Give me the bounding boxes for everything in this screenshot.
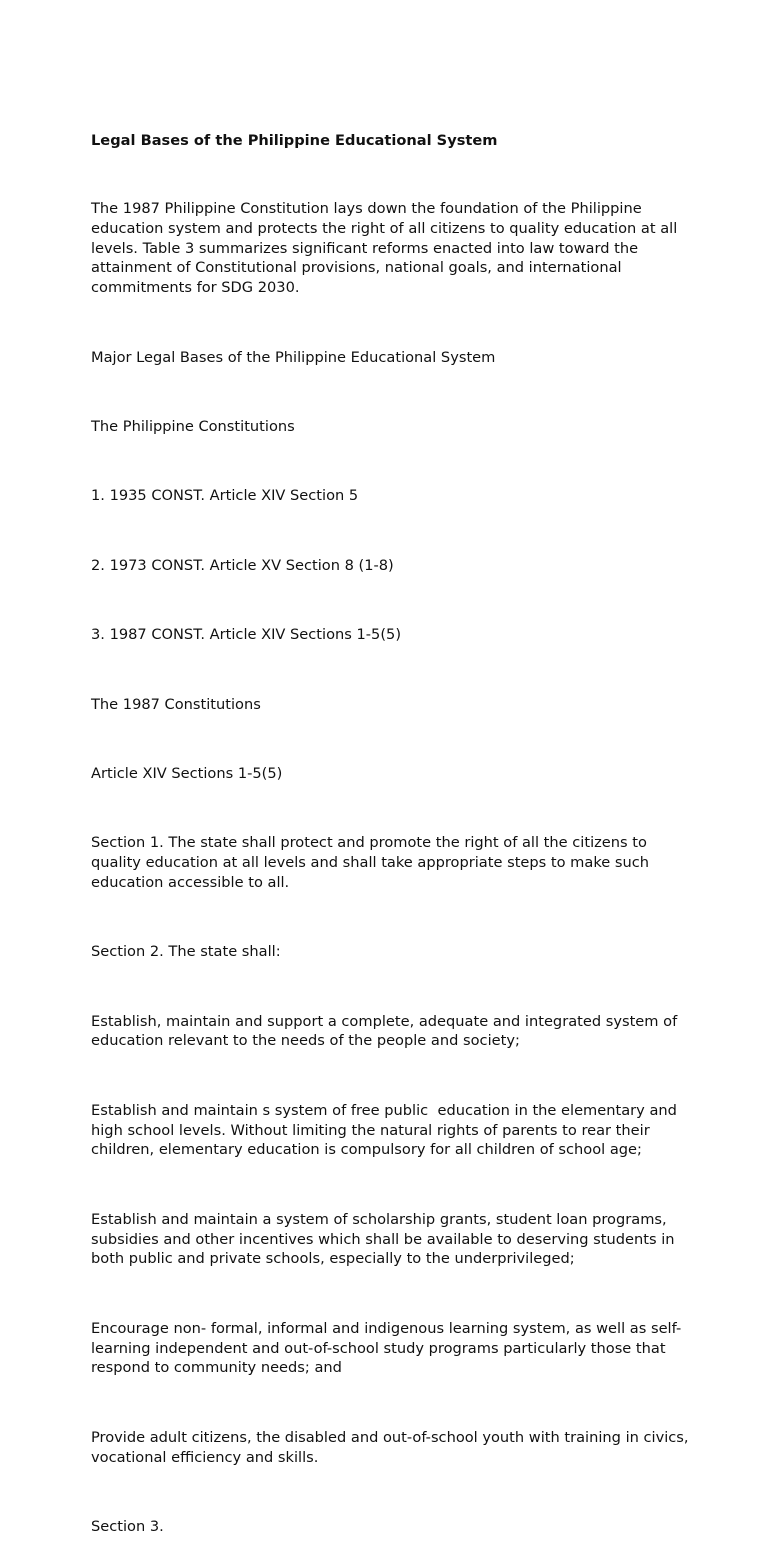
section-heading-constitutions: The Philippine Constitutions bbox=[91, 417, 295, 435]
document-page bbox=[91, 91, 694, 1567]
section-3-heading: Section 3. bbox=[91, 1518, 164, 1535]
section-2-item-non-formal-learning: Encourage non- formal, informal and indigenous learning system, as well as self- learning independent and out-of-school study programs particularly those that respond to community needs; and bbox=[91, 1319, 686, 1377]
section-heading-major-legal-bases: Major Legal Bases of the Philippine Educational System bbox=[91, 348, 496, 366]
list-item-1973-const: 2. 1973 CONST. Article XV Section 8 (1-8) bbox=[91, 556, 394, 574]
list-item-1935-const: 1. 1935 CONST. Article XIV Section 5 bbox=[91, 487, 359, 505]
section-2-heading: Section 2. The state shall: bbox=[91, 943, 281, 961]
section-2-item-integrated-system: Establish, maintain and support a complete, adequate and integrated system of education relevant to the needs of the people and society; bbox=[91, 1012, 687, 1050]
document-title: Legal Bases of the Philippine Educational System bbox=[91, 131, 498, 149]
intro-paragraph: The 1987 Philippine Constitution lays down the foundation of the Philippine education system and protects the right of all citizens to quality education at all levels. Table 3 summarizes significant reforms enacted into law toward the attainment of Constitutional provisions, national goals, and international commitments for SDG 2030. bbox=[91, 199, 682, 297]
section-1-paragraph: Section 1. The state shall protect and promote the right of all the citizens to quality education at all levels and shall take appropriate steps to make such education accessible to all. bbox=[91, 834, 654, 891]
section-2-item-scholarship-grants: Establish and maintain a system of scholarship grants, student loan programs, subsidies and other incentives which shall be available to deserving students in both public and private schools, especially to the underprivileged; bbox=[91, 1210, 680, 1268]
list-item-1987-const: 3. 1987 CONST. Article XIV Sections 1-5(5) bbox=[91, 626, 402, 644]
article-heading: Article XIV Sections 1-5(5) bbox=[91, 764, 283, 782]
section-heading-1987-constitutions: The 1987 Constitutions bbox=[91, 695, 261, 713]
section-2-item-adult-training: Provide adult citizens, the disabled and out-of-school youth with training in civics, vocational efficiency and skills. bbox=[91, 1428, 694, 1466]
section-2-item-free-public-education: Establish and maintain s system of free public education in the elementary and high school levels. Without limiting the natural rights of parents to rear their children, elementary education is compulsory for all children of school age; bbox=[91, 1101, 682, 1159]
